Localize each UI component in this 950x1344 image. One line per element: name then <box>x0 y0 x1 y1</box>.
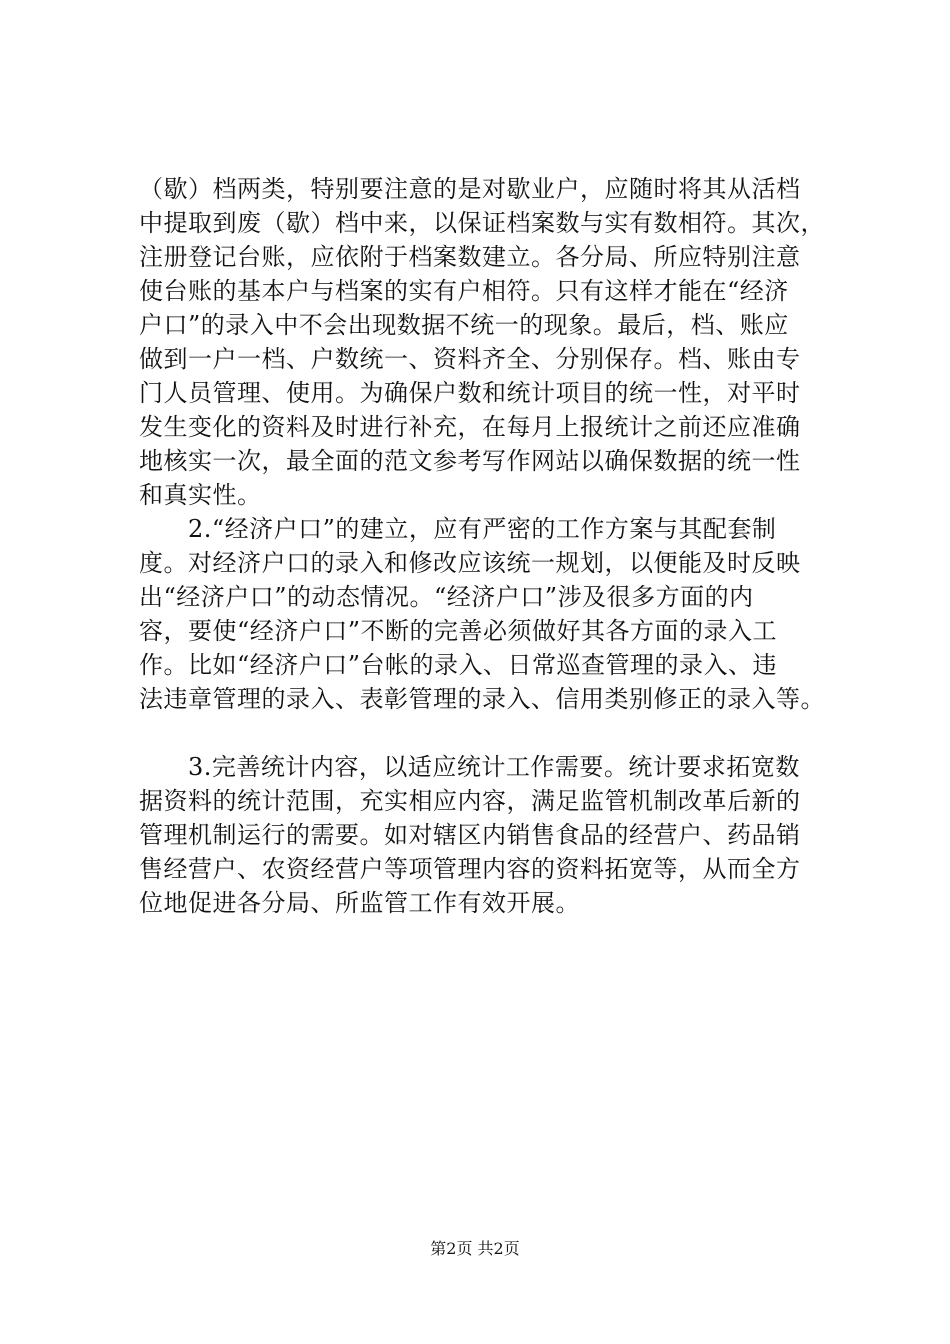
text-line: 地核实一次，最全面的范文参考写作网站以确保数据的统一性 <box>139 447 801 475</box>
text-line: 管理机制运行的需要。如对辖区内销售食品的经营户、药品销 <box>139 821 801 849</box>
document-body <box>139 172 839 920</box>
text-line: 度。对经济户口的录入和修改应该统一规划，以便能及时反映 <box>139 549 801 577</box>
text-line: 出“经济户口”的动态情况。“经济户口”涉及很多方面的内 <box>139 583 754 611</box>
text-line: 位地促进各分局、所监管工作有效开展。 <box>139 889 580 917</box>
text-line: 作。比如“经济户口”台帐的录入、日常巡查管理的录入、违 <box>139 651 778 679</box>
paragraph-2 <box>139 512 839 716</box>
paragraph-1 <box>139 172 839 512</box>
text-line: 注册登记台账，应依附于档案数建立。各分局、所应特别注意 <box>139 243 801 271</box>
text-line: 做到一户一档、户数统一、资料齐全、分别保存。档、账由专 <box>139 345 801 373</box>
text-line: （歇）档两类，特别要注意的是对歇业户，应随时将其从活档 <box>139 175 801 203</box>
page-number-footer: 第2页 共2页 <box>430 1239 520 1258</box>
text-line: 法违章管理的录入、表彰管理的录入、信用类别修正的录入等。 <box>139 685 825 713</box>
text-line: 使台账的基本户与档案的实有户相符。只有这样才能在“经济 <box>139 277 789 305</box>
text-line: 户口”的录入中不会出现数据不统一的现象。最后，档、账应 <box>139 311 789 339</box>
text-line: 容，要使“经济户口”不断的完善必须做好其各方面的录入工 <box>139 617 778 645</box>
text-line: 3.完善统计内容，以适应统计工作需要。统计要求拓宽数 <box>139 753 800 781</box>
paragraph-spacer <box>139 716 839 750</box>
text-line: 售经营户、农资经营户等项管理内容的资料拓宽等，从而全方 <box>139 855 801 883</box>
text-line: 据资料的统计范围，充实相应内容，满足监管机制改革后新的 <box>139 787 801 815</box>
text-line: 和真实性。 <box>139 481 262 509</box>
text-line: 中提取到废（歇）档中来，以保证档案数与实有数相符。其次， <box>139 209 825 237</box>
paragraph-3 <box>139 750 839 920</box>
text-line: 发生变化的资料及时进行补充，在每月上报统计之前还应准确 <box>139 413 801 441</box>
text-line: 门人员管理、使用。为确保户数和统计项目的统一性，对平时 <box>139 379 801 407</box>
text-line: 2.“经济户口”的建立，应有严密的工作方案与其配套制 <box>139 515 777 543</box>
